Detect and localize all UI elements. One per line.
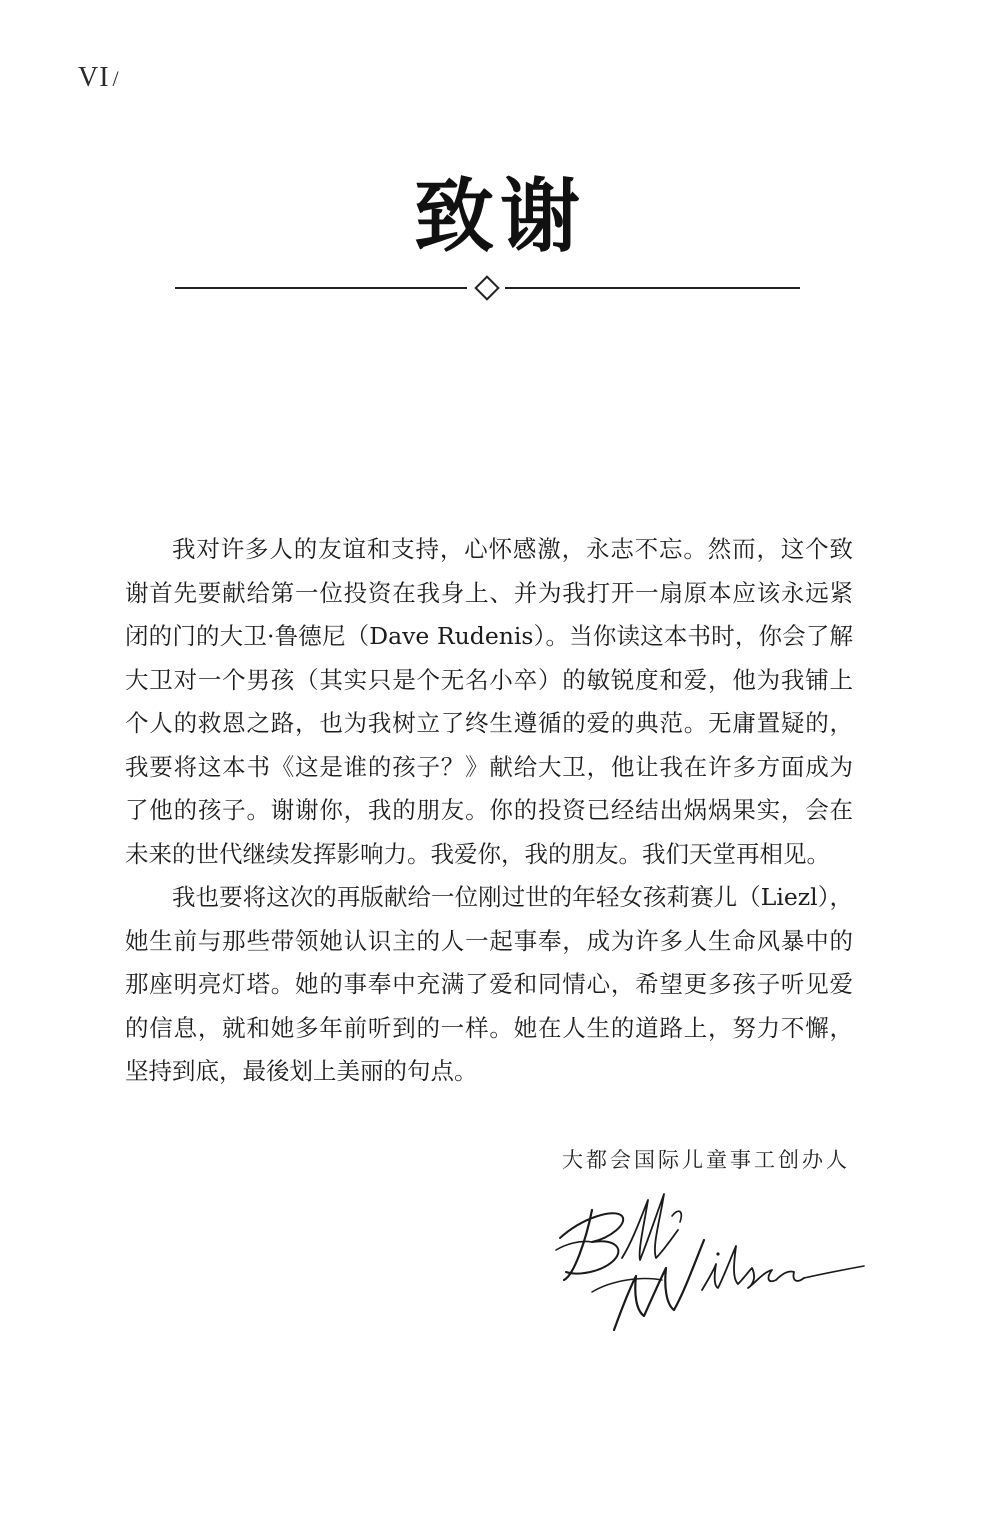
diamond-ornament-icon (474, 275, 499, 300)
paragraph-2: 我也要将这次的再版献给一位刚过世的年轻女孩莉赛儿（Liezl），她生前与那些带领她认识主的人一起事奉，成为许多人生命风暴中的那座明亮灯塔。她的事奉中充满了爱和同情心，希望更多孩子听见爱的信息，就和她多年前听到的一样。她在人生的道路上，努力不懈，坚持到底，最後划上美丽的句点。 (125, 883, 853, 1085)
divider-line-right (505, 287, 800, 289)
page-title: 致谢 (414, 169, 586, 263)
page-number (78, 62, 120, 94)
handwritten-signature (552, 1180, 867, 1340)
page-number-value: VI (78, 62, 110, 93)
acknowledgement-body (125, 528, 853, 1094)
title-divider (175, 276, 800, 300)
paragraph-1: 我对许多人的友谊和支持，心怀感激，永志不忘。然而，这个致谢首先要献给第一位投资在我身上、并为我打开一扇原本应该永远紧闭的门的大卫·鲁德尼（Dave Rudenis）。当你读这本书时，你会了解大卫对一个男孩（其实只是个无名小卒）的敏锐度和爱，他为我铺上个人的救恩之路，也为我树立了终生遵循的爱的典范。无庸置疑的，我要将这本书《这是谁的孩子？》献给大卫，他让我在许多方面成为了他的孩子。谢谢你，我的朋友。你的投资已经结出㶽㶽果实，会在未来的世代继续发挥影响力。我爱你，我的朋友。我们天堂再相见。 (125, 535, 853, 868)
author-credit: 大都会国际儿童事工创办人 (562, 1148, 850, 1172)
page-number-slash: / (112, 66, 120, 91)
divider-line-left (175, 287, 467, 289)
